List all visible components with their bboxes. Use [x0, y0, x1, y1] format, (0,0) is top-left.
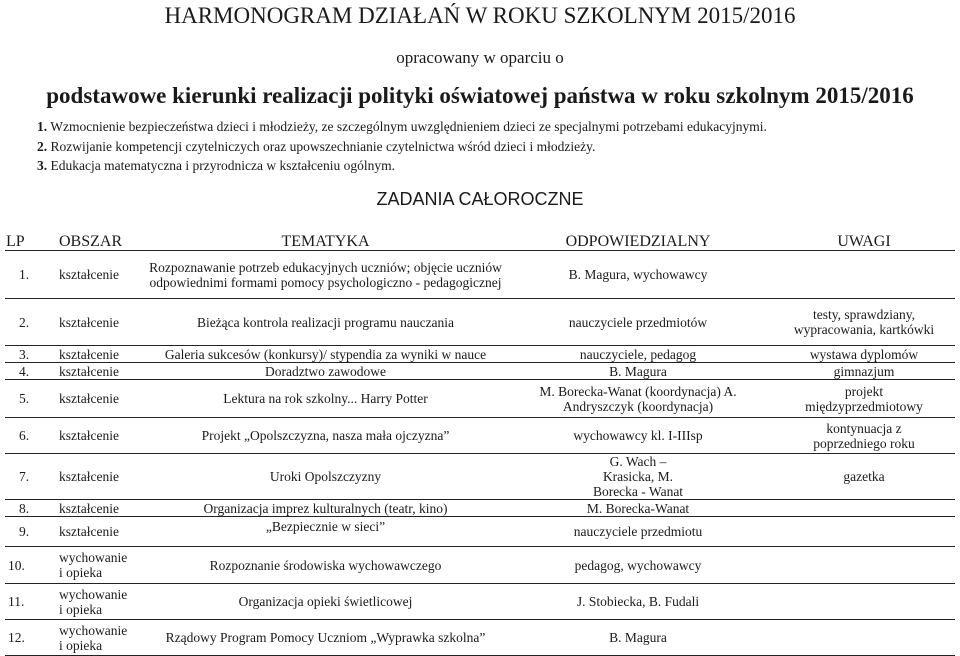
cell-obszar: kształcenie: [59, 391, 119, 406]
table-row: [5, 418, 955, 454]
cell-lp: 9.: [19, 524, 30, 539]
cell-tematyka: Rozpoznawanie potrzeb edukacyjnych uczniów; objęcie uczniów odpowiednimi formami pomocy psychologiczno - pedagogicznej: [149, 259, 502, 290]
cell-obszar: kształcenie: [59, 363, 119, 379]
goal-number: 3.: [37, 158, 48, 173]
cell-uwagi: gazetka: [843, 469, 885, 484]
cell-odpowiedzialny: nauczyciele przedmiotów: [568, 314, 708, 330]
table-row: [5, 299, 955, 346]
cell-tematyka: Uroki Opolszczyzny: [269, 469, 382, 484]
goal-number: 1.: [37, 119, 48, 134]
cell-odpowiedzialny: J. Stobiecka, B. Fudali: [576, 594, 700, 609]
cell-odpowiedzialny: M. Borecka-Wanat: [586, 500, 690, 516]
cell-lp: 5.: [19, 391, 30, 406]
cell-obszar: kształcenie: [59, 428, 119, 443]
table-row: [5, 251, 955, 299]
cell-lp: 12.: [8, 630, 25, 645]
cell-obszar: kształcenie: [59, 469, 119, 484]
cell-obszar: kształcenie: [59, 500, 119, 516]
header-odpowiedzialny: ODPOWIEDZIALNY: [503, 233, 773, 251]
table-row: [5, 380, 955, 418]
goal-item: [37, 156, 937, 176]
cell-uwagi: [773, 584, 955, 620]
cell-obszar: kształcenie: [59, 314, 119, 330]
cell-uwagi: wystawa dyplomów: [809, 346, 919, 362]
cell-uwagi: [773, 547, 955, 584]
cell-odpowiedzialny: pedagog, wychowawcy: [574, 557, 702, 573]
table-row: [5, 517, 955, 547]
cell-lp: 7.: [19, 469, 30, 484]
cell-uwagi: projekt międzyprzedmiotowy: [805, 383, 923, 414]
goal-item: [37, 117, 937, 137]
goal-text: Rozwijanie kompetencji czytelniczych oraz upowszechnianie czytelnictwa wśród dzieci i młodzieży.: [50, 138, 596, 154]
cell-obszar: wychowanie i opieka: [59, 586, 128, 617]
cell-uwagi: [773, 251, 955, 299]
cell-lp: 1.: [19, 267, 30, 282]
cell-tematyka: Organizacja imprez kulturalnych (teatr, kino): [203, 500, 448, 516]
header-uwagi: UWAGI: [773, 233, 955, 251]
cell-obszar: kształcenie: [59, 267, 119, 282]
cell-lp: 6.: [19, 428, 30, 443]
cell-uwagi: [773, 620, 955, 656]
header-obszar: OBSZAR: [56, 233, 148, 251]
cell-odpowiedzialny: M. Borecka-Wanat (koordynacja) A. Andryszczyk (koordynacja): [539, 383, 737, 414]
cell-uwagi: [773, 500, 955, 517]
table-row: [5, 620, 955, 656]
cell-tematyka: Lektura na rok szkolny... Harry Potter: [223, 391, 428, 406]
cell-tematyka: Doradztwo zawodowe: [264, 363, 387, 379]
tasks-table: [5, 233, 955, 656]
document-subtitle-main: podstawowe kierunki realizacji polityki oświatowej państwa w roku szkolnym 2015/2016: [46, 83, 914, 108]
cell-tematyka: Organizacja opieki świetlicowej: [238, 594, 413, 609]
cell-uwagi: kontynuacja z poprzedniego roku: [813, 420, 915, 451]
cell-lp: 11.: [8, 594, 25, 609]
table-row: [5, 500, 955, 517]
goals-list: [37, 117, 937, 176]
cell-lp: 4.: [19, 363, 30, 379]
table-row: [5, 547, 955, 584]
section-title: ZADANIA CAŁOROCZNE: [376, 189, 584, 209]
table-row: [5, 363, 955, 380]
cell-tematyka: Rozpoznanie środowiska wychowawczego: [209, 557, 442, 573]
cell-odpowiedzialny: nauczyciele przedmiotu: [573, 524, 703, 539]
table-row: [5, 346, 955, 363]
document-subtitle: opracowany w oparciu o: [396, 48, 564, 67]
goal-text: Wzmocnienie bezpieczeństwa dzieci i młodzieży, ze szczególnym uwzględnieniem dzieci ze specjalnymi potrzebami edukacyjnymi.: [50, 119, 767, 134]
cell-tematyka: Projekt „Opolszczyzna, nasza mała ojczyzna”: [201, 428, 450, 443]
cell-obszar: kształcenie: [59, 524, 119, 539]
cell-lp: 3.: [19, 346, 30, 362]
cell-uwagi: testy, sprawdziany, wypracowania, kartkówki: [793, 307, 935, 337]
table-row: [5, 454, 955, 500]
header-lp: LP: [5, 233, 56, 251]
cell-lp: 8.: [19, 500, 30, 516]
cell-obszar: kształcenie: [59, 346, 119, 362]
cell-tematyka: Galeria sukcesów (konkursy)/ stypendia za wyniki w nauce: [164, 346, 487, 362]
cell-odpowiedzialny: G. Wach – Krasicka, M. Borecka - Wanat: [592, 454, 684, 499]
table-header-row: [5, 233, 955, 251]
cell-odpowiedzialny: B. Magura, wychowawcy: [568, 267, 708, 282]
cell-tematyka: Rządowy Program Pomocy Uczniom „Wyprawka szkolna”: [165, 630, 486, 645]
cell-lp: 10.: [8, 557, 25, 573]
cell-tematyka: „Bezpiecznie w sieci”: [265, 519, 386, 534]
cell-uwagi: gimnazjum: [833, 363, 895, 379]
document-title: HARMONOGRAM DZIAŁAŃ W ROKU SZKOLNYM 2015/2016: [164, 3, 796, 28]
cell-lp: 2.: [19, 314, 30, 330]
table-row: [5, 584, 955, 620]
goal-text: Edukacja matematyczna i przyrodnicza w kształceniu ogólnym.: [50, 158, 395, 173]
cell-odpowiedzialny: B. Magura: [609, 630, 667, 645]
cell-odpowiedzialny: nauczyciele, pedagog: [579, 346, 697, 362]
goal-item: [37, 137, 937, 157]
header-tematyka: TEMATYKA: [148, 233, 503, 251]
cell-tematyka: Bieżąca kontrola realizacji programu nauczania: [196, 314, 455, 330]
cell-obszar: wychowanie i opieka: [59, 622, 128, 653]
cell-odpowiedzialny: B. Magura: [609, 363, 667, 379]
goal-number: 2.: [37, 138, 48, 154]
cell-uwagi: [773, 517, 955, 547]
cell-obszar: wychowanie i opieka: [59, 550, 128, 580]
cell-odpowiedzialny: wychowawcy kl. I-IIIsp: [573, 428, 703, 443]
